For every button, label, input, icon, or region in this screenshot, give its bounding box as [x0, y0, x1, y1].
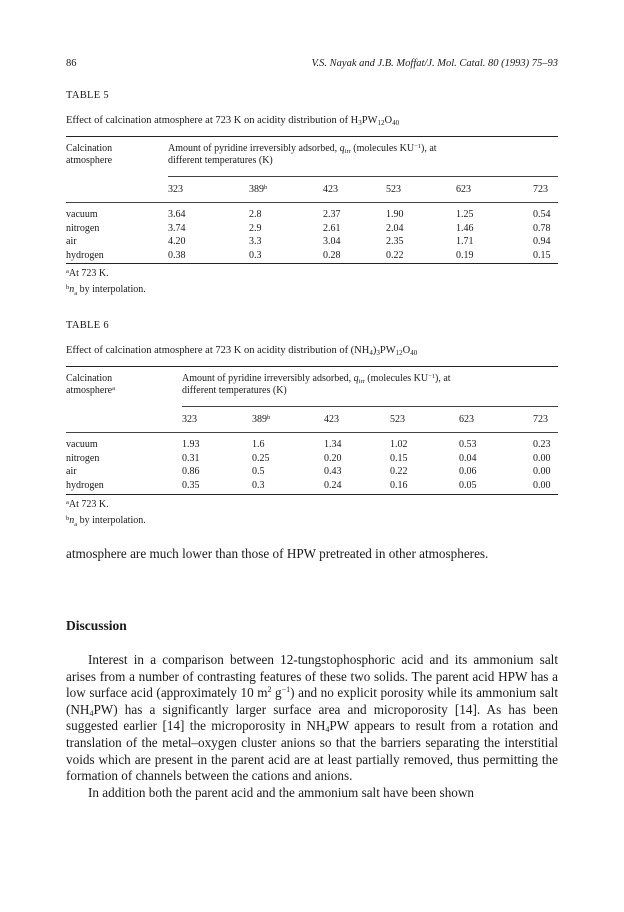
table5-cell-value: 2.8 — [249, 209, 262, 220]
table6-cell-value: 0.04 — [459, 452, 477, 464]
table5-cell-value: 3.04 — [323, 236, 341, 247]
table5-temp-header: 423 — [323, 184, 338, 195]
table6-cell-value: 1.02 — [390, 439, 408, 450]
table6-top-rule — [66, 366, 558, 367]
table5-temp-header: 523 — [386, 184, 401, 195]
table6-header-subrule — [182, 406, 558, 407]
table6-temp-header: 723 — [533, 414, 548, 425]
table5-cell-value: 2.35 — [386, 236, 404, 247]
table5-cell-value: 3.74 — [168, 222, 186, 234]
table5-row-atmosphere: nitrogen — [66, 222, 100, 234]
table6-cell-value: 0.00 — [533, 452, 551, 464]
table6-row-atmosphere: nitrogen — [66, 452, 100, 464]
table6-footnote-b: $^bn_a$ by interpolation. — [66, 515, 146, 528]
table5-row-atmosphere: air — [66, 236, 77, 247]
table6-row-atmosphere: air — [66, 466, 77, 477]
table6-spanning-header: Amount of pyridine irreversibly adsorbed, $q_{irr}$ (molecules $KU^{-1}$), at different temperatures (K) — [182, 373, 451, 396]
table5-cell-value: 3.3 — [249, 236, 262, 247]
table6-cell-value: 0.06 — [459, 466, 477, 477]
table5-temp-header: 389$^b$ — [249, 184, 268, 195]
table6-row-atmosphere: hydrogen — [66, 479, 104, 491]
table6-cell-value: 0.23 — [533, 439, 551, 450]
table5-cell-value: 2.61 — [323, 222, 341, 234]
table5-bottom-rule — [66, 263, 558, 264]
table6-cell-value: 0.05 — [459, 479, 477, 491]
table5-cell-value: 0.15 — [533, 249, 551, 261]
table5-row-atmosphere: vacuum — [66, 209, 98, 220]
table5-temp-header: 623 — [456, 184, 471, 195]
table6-temp-header: 523 — [390, 414, 405, 425]
table6-row-atmosphere: vacuum — [66, 439, 98, 450]
table5-cell-value: 2.9 — [249, 222, 262, 234]
table6-temp-header: 423 — [324, 414, 339, 425]
table6-mid-rule — [66, 432, 558, 433]
section-heading-discussion: Discussion — [66, 618, 127, 633]
table5-temp-header: 723 — [533, 184, 548, 195]
table5-cell-value: 0.3 — [249, 249, 262, 261]
table5-cell-value: 0.22 — [386, 249, 404, 261]
table5-cell-value: 0.38 — [168, 249, 186, 261]
table6-cell-value: 0.22 — [390, 466, 408, 477]
table6-col-atmosphere-header: Calcination atmosphere$^a$ — [66, 373, 115, 396]
table5-cell-value: 0.28 — [323, 249, 341, 261]
table5-cell-value: 1.90 — [386, 209, 404, 220]
table6-temp-header: 389$^b$ — [252, 414, 271, 425]
table5-cell-value: 2.04 — [386, 222, 404, 234]
table5-cell-value: 0.78 — [533, 222, 551, 234]
table6-cell-value: 0.43 — [324, 466, 342, 477]
table6-cell-value: 0.35 — [182, 479, 200, 491]
table5-cell-value: 1.25 — [456, 209, 474, 220]
table6-temp-header: 623 — [459, 414, 474, 425]
table5-cell-value: 1.71 — [456, 236, 474, 247]
table5-footnote-a: $^a$At 723 K. — [66, 268, 109, 279]
table6-cell-value: 0.16 — [390, 479, 408, 491]
table5-footnote-b: $^bn_a$ by interpolation. — [66, 284, 146, 297]
table5-cell-value: 3.64 — [168, 209, 186, 220]
table6-cell-value: 1.34 — [324, 439, 342, 450]
table6-cell-value: 0.20 — [324, 452, 342, 464]
table6-cell-value: 0.86 — [182, 466, 200, 477]
table5-top-rule — [66, 136, 558, 137]
page-number: 86 — [66, 58, 77, 69]
table6-cell-value: 0.15 — [390, 452, 408, 464]
table5-cell-value: 2.37 — [323, 209, 341, 220]
table6-cell-value: 1.93 — [182, 439, 200, 450]
table6-cell-value: 0.53 — [459, 439, 477, 450]
table5-row-atmosphere: hydrogen — [66, 249, 104, 261]
table5-cell-value: 0.94 — [533, 236, 551, 247]
table6-label: TABLE 6 — [66, 320, 109, 331]
table5-cell-value: 1.46 — [456, 222, 474, 234]
discussion-body — [66, 652, 558, 801]
table5-cell-value: 0.19 — [456, 249, 474, 261]
table6-cell-value: 0.00 — [533, 466, 551, 477]
table5-caption: Effect of calcination atmosphere at 723 K on acidity distribution of $H_3PW_{12}O_{40}$ — [66, 115, 400, 127]
discussion-paragraph-2: In addition both the parent acid and the ammonium salt have been shown — [88, 784, 474, 800]
continuation-paragraph: atmosphere are much lower than those of HPW pretreated in other atmospheres. — [66, 546, 489, 561]
table5-mid-rule — [66, 202, 558, 203]
discussion-paragraph-1: Interest in a comparison between 12-tungstophosphoric acid and its ammonium salt arises from a number of contrasting features of these two solids. The parent acid HPW has a low surface acid (approximately 10 $m^2$ $g^{-1}$) and no explicit porosity while its ammonium salt $(NH_4PW)$ has a significantly larger surface area and microporosity [14]. As has been suggested earlier [14] the microporosity in $NH_4PW$ appears to result from a rotation and translation of the metal–oxygen cluster anions so that the barriers separating the interstitial voids which are present in the parent acid are at least partially removed, thus permitting the formation of channels between the cations and anions. — [66, 652, 559, 784]
table6-temp-header: 323 — [182, 414, 197, 425]
table6-cell-value: 0.24 — [324, 479, 342, 491]
table5-header-subrule — [168, 176, 558, 177]
table6-cell-value: 1.6 — [252, 439, 265, 450]
table5-cell-value: 4.20 — [168, 236, 186, 247]
running-header — [66, 58, 558, 72]
table6-bottom-rule — [66, 494, 558, 495]
table5-spanning-header: Amount of pyridine irreversibly adsorbed, $q_{irr}$ (molecules $KU^{-1}$), at different temperatures (K) — [168, 143, 437, 166]
table6-cell-value: 0.31 — [182, 452, 200, 464]
running-citation: V.S. Nayak and J.B. Moffat/J. Mol. Catal. 80 (1993) 75–93 — [311, 58, 558, 69]
table5-col-atmosphere-header: Calcination atmosphere — [66, 143, 113, 166]
table6-cell-value: 0.3 — [252, 479, 265, 491]
table5-cell-value: 0.54 — [533, 209, 551, 220]
table6-cell-value: 0.5 — [252, 466, 265, 477]
table6-footnote-a: $^a$At 723 K. — [66, 499, 109, 510]
table6-cell-value: 0.25 — [252, 452, 270, 464]
table6-caption: Effect of calcination atmosphere at 723 K on acidity distribution of $(NH_4)_3PW_{12}O_{40}$ — [66, 345, 418, 357]
table6-cell-value: 0.00 — [533, 479, 551, 491]
table5-temp-header: 323 — [168, 184, 183, 195]
table5-label: TABLE 5 — [66, 90, 109, 101]
